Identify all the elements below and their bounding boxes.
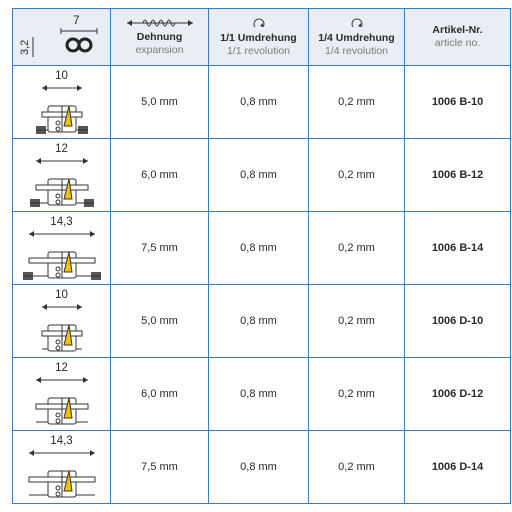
header-full-revolution-sub: 1/1 revolution [226,45,291,57]
quarter-revolution-cell: 0,2 mm [309,431,405,504]
screw-outline-icon [13,9,103,65]
expansion-screw-d-icon [13,301,111,353]
header-quarter-revolution [309,9,405,66]
expansion-cell: 6,0 mm [111,358,209,431]
dimension-label: 12 [55,143,68,155]
table-row [13,66,511,139]
quarter-revolution-cell: 0,2 mm [309,66,405,139]
header-article-label: Artikel-Nr. [432,24,483,36]
expansion-cell: 5,0 mm [111,66,209,139]
table-row [13,358,511,431]
quarter-revolution-cell: 0,2 mm [309,358,405,431]
header-expansion-label: Dehnung [136,31,183,43]
article-number-cell: 1006 D-10 [405,285,511,358]
full-revolution-cell: 0,8 mm [209,212,309,285]
screw-cell [13,431,111,504]
expansion-cell: 7,5 mm [111,212,209,285]
screw-table-wrapper [12,8,510,504]
article-number-cell: 1006 B-14 [405,212,511,285]
table-row [13,139,511,212]
dimension-label: 14,3 [50,435,73,447]
rotation-arrow-icon [349,16,365,30]
expansion-cell: 5,0 mm [111,285,209,358]
quarter-revolution-cell: 0,2 mm [309,212,405,285]
header-quarter-revolution-label: 1/4 Umdrehung [318,32,395,44]
screw-cell [13,139,111,212]
article-number-cell: 1006 D-14 [405,431,511,504]
header-quarter-revolution-sub: 1/4 revolution [324,45,389,57]
expansion-screw-d-icon [13,374,111,426]
expansion-screw-b-icon [13,82,111,134]
corner-width-label: 7 [73,13,80,27]
article-number-cell: 1006 B-10 [405,66,511,139]
full-revolution-cell: 0,8 mm [209,139,309,212]
table-row [13,212,511,285]
dimension-label: 14,3 [50,216,73,228]
header-full-revolution [209,9,309,66]
screw-cell [13,212,111,285]
header-expansion [111,9,209,66]
header-corner [13,9,111,66]
full-revolution-cell: 0,8 mm [209,66,309,139]
spring-arrow-icon [125,17,195,29]
table-row [13,431,511,504]
header-article [405,9,511,66]
header-expansion-sub: expansion [135,44,184,56]
expansion-screw-table [12,8,511,504]
expansion-screw-b-icon [13,155,111,207]
article-number-cell: 1006 B-12 [405,139,511,212]
dimension-label: 12 [55,362,68,374]
rotation-arrow-icon [251,16,267,30]
table-row [13,285,511,358]
dimension-label: 10 [55,289,68,301]
quarter-revolution-cell: 0,2 mm [309,285,405,358]
header-article-sub: article no. [434,37,481,49]
screw-cell [13,358,111,431]
quarter-revolution-cell: 0,2 mm [309,139,405,212]
full-revolution-cell: 0,8 mm [209,285,309,358]
corner-height-label: 3,2 [19,39,31,55]
article-number-cell: 1006 D-12 [405,358,511,431]
header-full-revolution-label: 1/1 Umdrehung [220,32,297,44]
full-revolution-cell: 0,8 mm [209,358,309,431]
expansion-cell: 7,5 mm [111,431,209,504]
screw-cell [13,66,111,139]
expansion-screw-d-icon [13,447,111,499]
expansion-screw-b-icon [13,228,111,280]
full-revolution-cell: 0,8 mm [209,431,309,504]
dimension-label: 10 [55,70,68,82]
header-row [13,9,511,66]
expansion-cell: 6,0 mm [111,139,209,212]
screw-cell [13,285,111,358]
